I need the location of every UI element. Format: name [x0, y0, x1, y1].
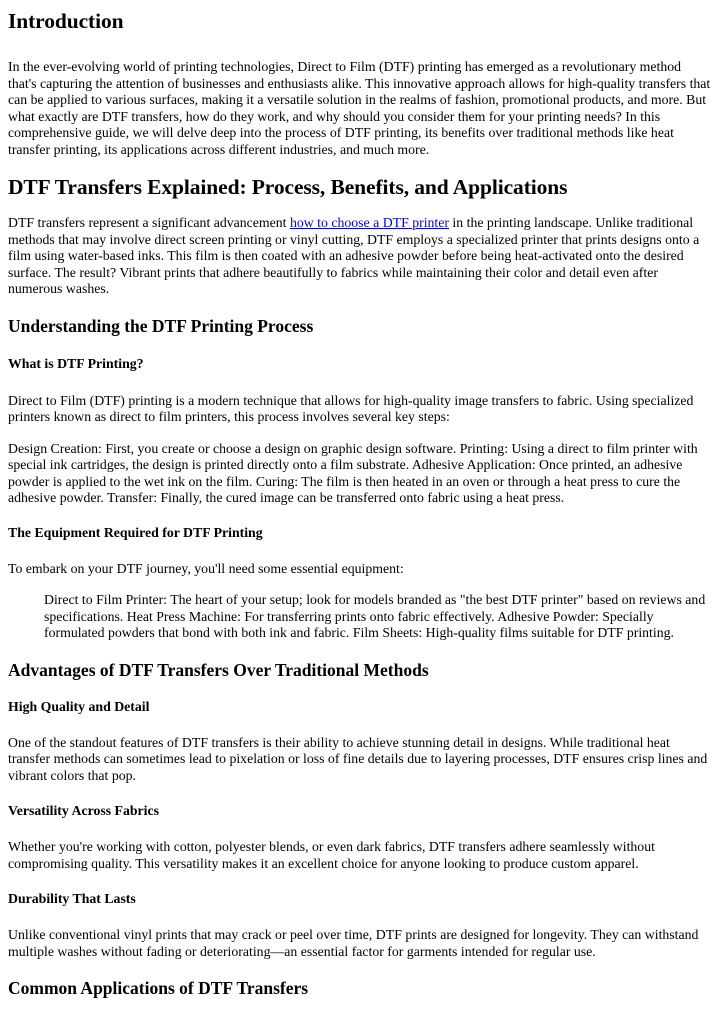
equipment-paragraph: To embark on your DTF journey, you'll need some essential equipment:	[8, 560, 404, 576]
durability-paragraph: Unlike conventional vinyl prints that may crack or peel over time, DTF prints are designed for longevity. They can withstand multiple washes without fading or deteriorating—an essential factor for garments intended for regular use.	[8, 927, 699, 959]
advantages-heading: Advantages of DTF Transfers Over Traditional Methods	[8, 659, 429, 680]
introduction-heading: Introduction	[8, 9, 124, 33]
equipment-list: Direct to Film Printer: The heart of your setup; look for models branded as "the best DTF printer" based on reviews and specifications. Heat Press Machine: For transferring prints onto fabric effectively. Adhesive Powder: Specially formulated powders that bond with both ink and fabric. Film Sheets: High-quality films suitable for DTF printing.	[44, 592, 706, 640]
choose-dtf-printer-link[interactable]: how to choose a DTF printer	[289, 215, 449, 230]
article	[0, 8, 712, 999]
section-paragraph-start: DTF transfers represent a significant advancement	[8, 215, 290, 230]
section-heading: DTF Transfers Explained: Process, Benefits, and Applications	[8, 175, 568, 199]
what-is-dtf-paragraph: Direct to Film (DTF) printing is a modern technique that allows for high-quality image transfers to fabric. Using specialized printers known as direct to film printers, this process involves several key steps:	[8, 392, 694, 424]
introduction-paragraph: In the ever-evolving world of printing technologies, Direct to Film (DTF) printing has emerged as a revolutionary method that's capturing the attention of businesses and enthusiasts alike. This innovative approach allows for high-quality transfers that can be applied to various surfaces, making it a versatile solution in the realms of fashion, promotional products, and more. But what exactly are DTF transfers, how do they work, and why should you consider them for your printing needs? In this comprehensive guide, we will delve deep into the process of DTF printing, its benefits over traditional methods like heat transfer printing, its applications across different industries, and much more.	[8, 59, 711, 157]
quality-heading: High Quality and Detail	[8, 698, 150, 714]
versatility-paragraph: Whether you're working with cotton, polyester blends, or even dark fabrics, DTF transfers adhere seamlessly without compromising quality. This versatility makes it an excellent choice for anyone looking to produce custom apparel.	[8, 839, 655, 871]
what-is-dtf-heading: What is DTF Printing?	[8, 355, 144, 371]
section-paragraph	[8, 215, 712, 298]
equipment-heading: The Equipment Required for DTF Printing	[8, 524, 263, 540]
section-paragraph-end: in the printing landscape. Unlike traditional methods that may involve direct screen printing or vinyl cutting, DTF employs a specialized printer that prints designs onto a film using water-based inks. This film is then coated with an adhesive powder before being heat-activated onto the desired surface. The result? Vibrant prints that adhere beautifully to fabrics while maintaining their color and detail even after numerous washes.	[8, 215, 700, 296]
quality-paragraph: One of the standout features of DTF transfers is their ability to achieve stunning detail in designs. While traditional heat transfer methods can sometimes lead to pixelation or loss of fine details due to layering processes, DTF ensures crisp lines and vibrant colors that pop.	[8, 734, 708, 783]
applications-heading: Common Applications of DTF Transfers	[8, 978, 309, 998]
durability-heading: Durability That Lasts	[8, 891, 136, 906]
versatility-heading: Versatility Across Fabrics	[8, 803, 159, 818]
understanding-heading: Understanding the DTF Printing Process	[8, 315, 314, 336]
process-steps-paragraph: Design Creation: First, you create or choose a design on graphic design software. Printing: Using a direct to film printer with special ink cartridges, the design is printed directly onto a film substrate. Adhesive Application: Once printed, an adhesive powder is applied to the wet ink on the film. Curing: The film is then heated in an oven or through a heat press to cure the adhesive powder. Transfer: Finally, the cured image can be transferred onto fabric using a heat press.	[8, 440, 698, 505]
